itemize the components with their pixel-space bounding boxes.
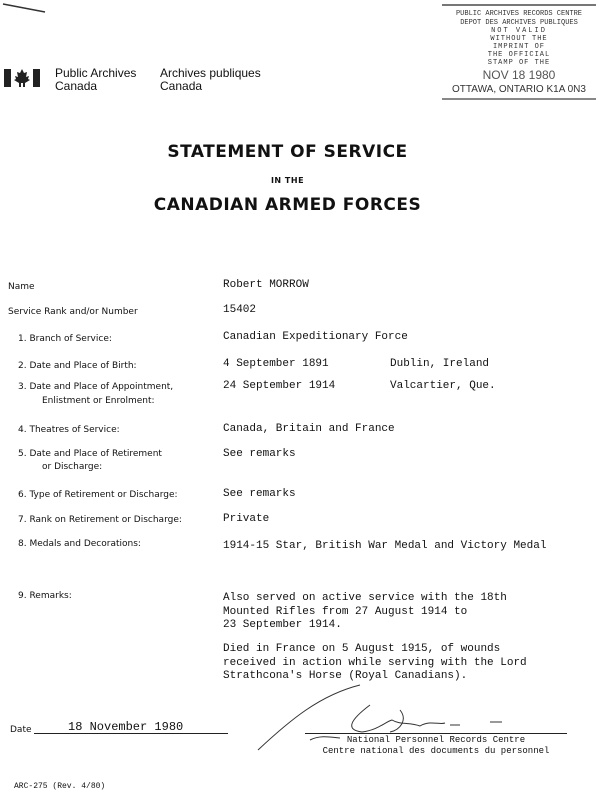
header-text: Canada bbox=[160, 79, 203, 93]
stamp-line: DEPOT DES ARCHIVES PUBLIQUES bbox=[460, 19, 578, 27]
appointment-label: Enlistment or Enrolment: bbox=[42, 396, 155, 406]
stamp-location: OTTAWA, ONTARIO K1A 0N3 bbox=[452, 84, 586, 95]
discharge-rank-label: 7. Rank on Retirement or Discharge: bbox=[18, 515, 182, 525]
medals-value: 1914-15 Star, British War Medal and Victory Medal bbox=[223, 540, 547, 552]
date-value: 18 November 1980 bbox=[68, 720, 184, 734]
stamp-line: NOT VALID bbox=[491, 27, 547, 35]
canada-flag-icon bbox=[4, 67, 40, 89]
medals-label: 8. Medals and Decorations: bbox=[18, 539, 141, 549]
discharge-type-label: 6. Type of Retirement or Discharge: bbox=[18, 490, 178, 500]
stamp-line: IMPRINT OF bbox=[492, 43, 545, 51]
page-title: STATEMENT OF SERVICE bbox=[167, 142, 408, 162]
appointment-label: 3. Date and Place of Appointment, bbox=[18, 382, 174, 392]
rank-value: 15402 bbox=[223, 304, 257, 316]
retirement-value: See remarks bbox=[223, 448, 296, 460]
signature-line bbox=[305, 733, 567, 734]
stamp-line: THE OFFICIAL bbox=[487, 51, 551, 59]
archives-stamp bbox=[442, 4, 596, 100]
birth-label: 2. Date and Place of Birth: bbox=[18, 361, 137, 371]
date-label: Date bbox=[10, 725, 32, 735]
remarks-label: 9. Remarks: bbox=[18, 591, 72, 601]
birth-date: 4 September 1891 bbox=[223, 358, 329, 370]
form-number: ARC-275 (Rev. 4/80) bbox=[14, 782, 106, 791]
scan-mark bbox=[0, 0, 60, 14]
header-english bbox=[55, 67, 136, 93]
birth-place: Dublin, Ireland bbox=[390, 358, 490, 370]
remarks-line: Also served on active service with the 18th bbox=[223, 592, 507, 604]
branch-label: 1. Branch of Service: bbox=[18, 334, 112, 344]
discharge-type-value: See remarks bbox=[223, 488, 296, 500]
remarks-line: received in action while serving with the Lord bbox=[223, 656, 527, 669]
signatory bbox=[305, 735, 567, 757]
header-french bbox=[160, 67, 261, 93]
remarks-line: Strathcona's Horse (Royal Canadians). bbox=[223, 670, 468, 682]
remarks-line: Mounted Rifles from 27 August 1914 to bbox=[223, 605, 468, 618]
remarks-line: Died in France on 5 August 1915, of wounds bbox=[223, 643, 501, 655]
theatres-value: Canada, Britain and France bbox=[223, 423, 395, 435]
appointment-place: Valcartier, Que. bbox=[390, 380, 496, 392]
header-text: Canada bbox=[55, 79, 98, 93]
name-value: Robert MORROW bbox=[223, 279, 309, 291]
theatres-label: 4. Theatres of Service: bbox=[18, 425, 120, 435]
name-label: Name bbox=[8, 282, 35, 292]
rank-label: Service Rank and/or Number bbox=[8, 307, 138, 317]
discharge-rank-value: Private bbox=[223, 513, 270, 525]
remarks-paragraph-1 bbox=[223, 592, 507, 633]
retirement-label: or Discharge: bbox=[42, 462, 103, 472]
signatory-english: National Personnel Records Centre bbox=[346, 735, 526, 745]
page-title-forces: CANADIAN ARMED FORCES bbox=[153, 195, 422, 215]
stamp-line: STAMP OF THE bbox=[487, 59, 551, 67]
remarks-paragraph-2 bbox=[223, 643, 527, 684]
header-text: Archives publiques bbox=[160, 66, 261, 80]
signatory-french: Centre national des documents du personnel bbox=[322, 746, 550, 756]
branch-value: Canadian Expeditionary Force bbox=[223, 331, 408, 343]
header-text: Public Archives bbox=[55, 66, 137, 80]
page-subtitle: IN THE bbox=[270, 176, 305, 185]
appointment-date: 24 September 1914 bbox=[223, 380, 336, 392]
stamp-line: WITHOUT THE bbox=[490, 35, 548, 43]
stamp-date: NOV 18 1980 bbox=[482, 68, 556, 82]
stamp-line: PUBLIC ARCHIVES RECORDS CENTRE bbox=[455, 10, 583, 18]
remarks-line: 23 September 1914. bbox=[223, 619, 342, 631]
retirement-label: 5. Date and Place of Retirement bbox=[18, 449, 162, 459]
